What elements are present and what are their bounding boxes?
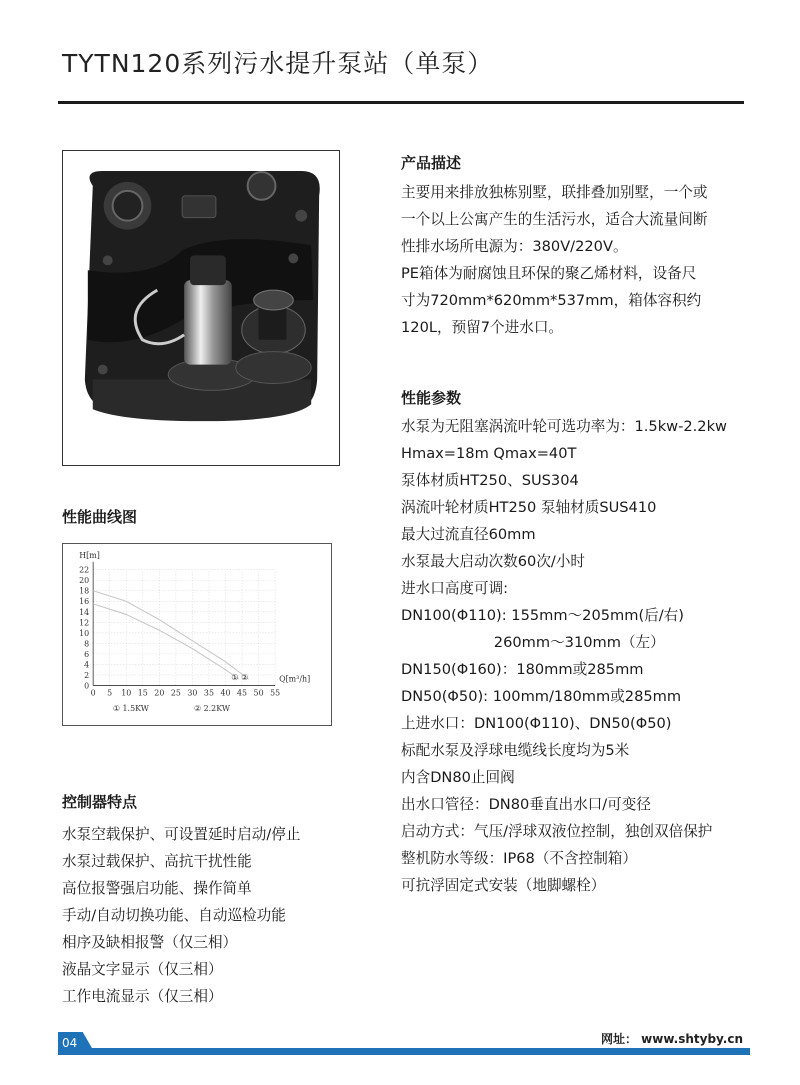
performance-curve-heading: 性能曲线图 [62,508,138,526]
controller-feature: 液晶文字显示（仅三相） [62,961,223,978]
y-tick-label: 20 [79,576,90,586]
controller-feature: 水泵过载保护、高抗干扰性能 [62,853,252,870]
product-description-text [401,179,707,341]
product-line: 性排水场所电源为：380V/220V。 [401,238,628,255]
legend-entry-2: ② 2.2KW [194,704,230,714]
performance-curve-chart [62,543,332,726]
y-tick-label: 14 [79,607,90,617]
param-line: 可抗浮固定式安装（地脚螺栓） [401,877,606,894]
series-line-1 [93,604,239,679]
y-tick-label: 18 [79,586,90,596]
x-tick-label: 35 [203,688,214,698]
param-line: 整机防水等级：IP68（不含控制箱） [401,850,637,867]
footer-bar [58,1048,750,1055]
controller-features-list [62,821,300,1010]
y-tick-label: 6 [84,649,90,659]
y-tick-label: 8 [84,639,90,649]
pump-station-illustration [63,151,339,465]
param-line: DN50(Φ50): 100mm/180mm或285mm [401,688,682,705]
y-tick-label: 0 [84,681,90,691]
param-line: 出水口管径：DN80垂直出水口/可变径 [401,796,651,813]
y-axis-label: H[m] [79,550,100,560]
legend-entry-1: ① 1.5KW [112,704,149,714]
param-line: DN100(Φ110): 155mm～205mm(后/右) [401,607,684,624]
product-photo [62,150,340,466]
param-line: 最大过流直径60mm [401,526,536,543]
param-line: 涡流叶轮材质HT250 泵轴材质SUS410 [401,499,657,516]
param-line: 泵体材质HT250、SUS304 [401,472,579,489]
param-line: 标配水泵及浮球电缆线长度均为5米 [401,742,630,759]
x-tick-label: 20 [154,688,165,698]
x-tick-label: 45 [237,688,248,698]
param-line: Hmax=18m Qmax=40T [401,445,577,462]
website-url: 网址： www.shtyby.cn [601,1032,743,1046]
performance-params-heading: 性能参数 [401,389,462,407]
page-title: TYTN120系列污水提升泵站（单泵） [62,49,494,78]
product-line: 主要用来排放独栋别墅，联排叠加别墅，一个或 [401,184,708,201]
product-line: 一个以上公寓产生的生活污水，适合大流量间断 [401,211,708,228]
controller-feature: 手动/自动切换功能、自动巡检功能 [62,907,286,924]
param-line: 启动方式：气压/浮球双液位控制，独创双倍保护 [401,823,713,840]
x-tick-label: 0 [90,688,96,698]
y-tick-label: 4 [84,660,90,670]
product-line: PE箱体为耐腐蚀且环保的聚乙烯材料，设备尺 [401,265,697,282]
page-number: 04 [62,1036,78,1050]
title-divider [58,101,744,104]
param-line: 水泵最大启动次数60次/小时 [401,553,586,570]
param-line: DN150(Φ160)：180mm或285mm [401,661,644,678]
curve-svg [63,544,331,725]
x-tick-label: 15 [137,688,148,698]
controller-feature: 相序及缺相报警（仅三相） [62,934,238,951]
product-description-heading: 产品描述 [401,154,462,172]
series-marker-1: ① [231,673,239,683]
controller-feature: 高位报警强启功能、操作简单 [62,880,252,897]
performance-params-list [401,413,727,899]
param-line: 内含DN80止回阀 [401,769,515,786]
param-line: 进水口高度可调: [401,580,509,597]
param-line: 260mm～310mm（左） [401,634,665,651]
x-tick-label: 5 [107,688,113,698]
x-tick-label: 30 [187,688,198,698]
product-line: 寸为720mm*620mm*537mm，箱体容积约 [401,292,702,309]
param-line: 上进水口：DN100(Φ110)、DN50(Φ50) [401,715,672,732]
controller-feature: 工作电流显示（仅三相） [62,988,223,1005]
x-tick-label: 10 [121,688,132,698]
controller-features-heading: 控制器特点 [62,793,138,811]
y-tick-label: 2 [84,670,90,680]
y-tick-label: 16 [79,597,90,607]
series-marker-2: ② [241,673,249,683]
x-tick-label: 40 [220,688,231,698]
x-tick-label: 25 [170,688,181,698]
y-tick-label: 22 [79,565,90,575]
product-line: 120L，预留7个进水口。 [401,319,564,336]
x-tick-label: 55 [270,688,281,698]
x-tick-label: 50 [253,688,264,698]
x-axis-label: Q[m³/h] [279,674,311,684]
y-tick-label: 12 [79,618,90,628]
y-tick-label: 10 [79,628,90,638]
controller-feature: 水泵空载保护、可设置延时启动/停止 [62,826,301,843]
param-line: 水泵为无阻塞涡流叶轮可选功率为：1.5kw-2.2kw [401,418,727,435]
